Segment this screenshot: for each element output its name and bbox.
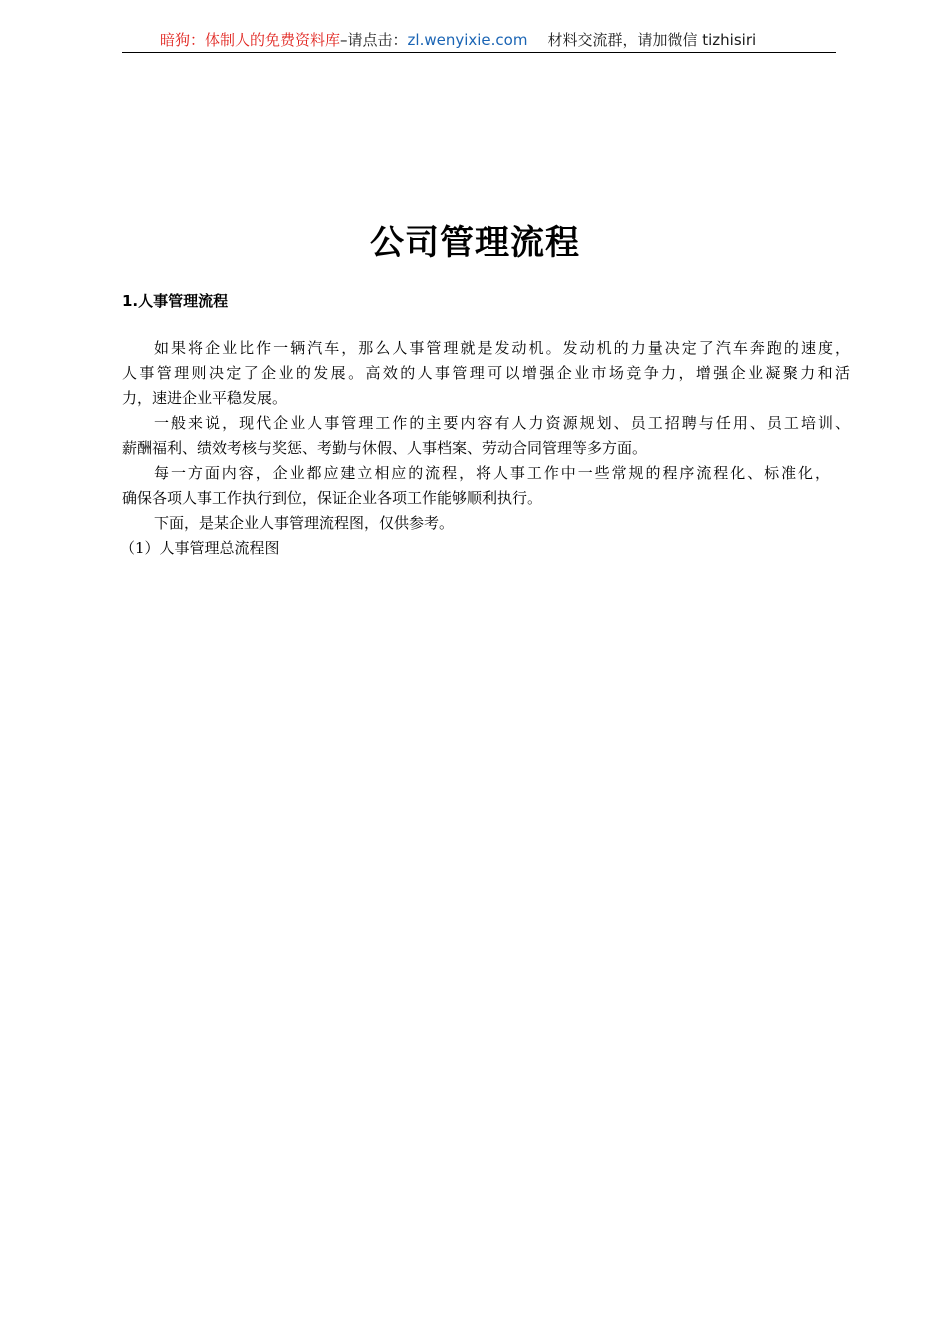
paragraph-1-line-3: 力，速进企业平稳发展。 [122, 389, 288, 407]
document-body [122, 336, 852, 561]
paragraph-3-line-1: 每一方面内容，企业都应建立相应的流程，将人事工作中一些常规的程序流程化、标准化， [154, 464, 830, 482]
header-site-name: 暗狗：体制人的免费资料库 [160, 31, 341, 49]
paragraph-2-line-1: 一般来说，现代企业人事管理工作的主要内容有人力资源规划、员工招聘与任用、员工培训、 [154, 414, 850, 432]
paragraph-1-line-2: 人事管理则决定了企业的发展。高效的人事管理可以增强企业市场竞争力，增强企业凝聚力和活 [122, 364, 850, 382]
sub-heading: （1）人事管理总流程图 [120, 539, 280, 557]
header-line [160, 28, 756, 52]
paragraph-4: 下面，是某企业人事管理流程图，仅供参考。 [154, 514, 455, 532]
document-title: 公司管理流程 [370, 223, 580, 263]
page-header [122, 28, 836, 53]
paragraph-1-line-1: 如果将企业比作一辆汽车，那么人事管理就是发动机。发动机的力量决定了汽车奔跑的速度， [154, 339, 850, 357]
header-link[interactable]: zl.wenyixie.com [407, 31, 528, 49]
header-wechat-text: 材料交流群，请加微信 tizhisiri [547, 31, 757, 49]
section-heading: 1.人事管理流程 [122, 292, 229, 310]
header-click-prompt: –请点击： [340, 31, 408, 49]
paragraph-3-line-2: 确保各项人事工作执行到位，保证企业各项工作能够顺利执行。 [122, 489, 543, 507]
paragraph-2-line-2: 薪酬福利、绩效考核与奖惩、考勤与休假、人事档案、劳动合同管理等多方面。 [122, 439, 648, 457]
